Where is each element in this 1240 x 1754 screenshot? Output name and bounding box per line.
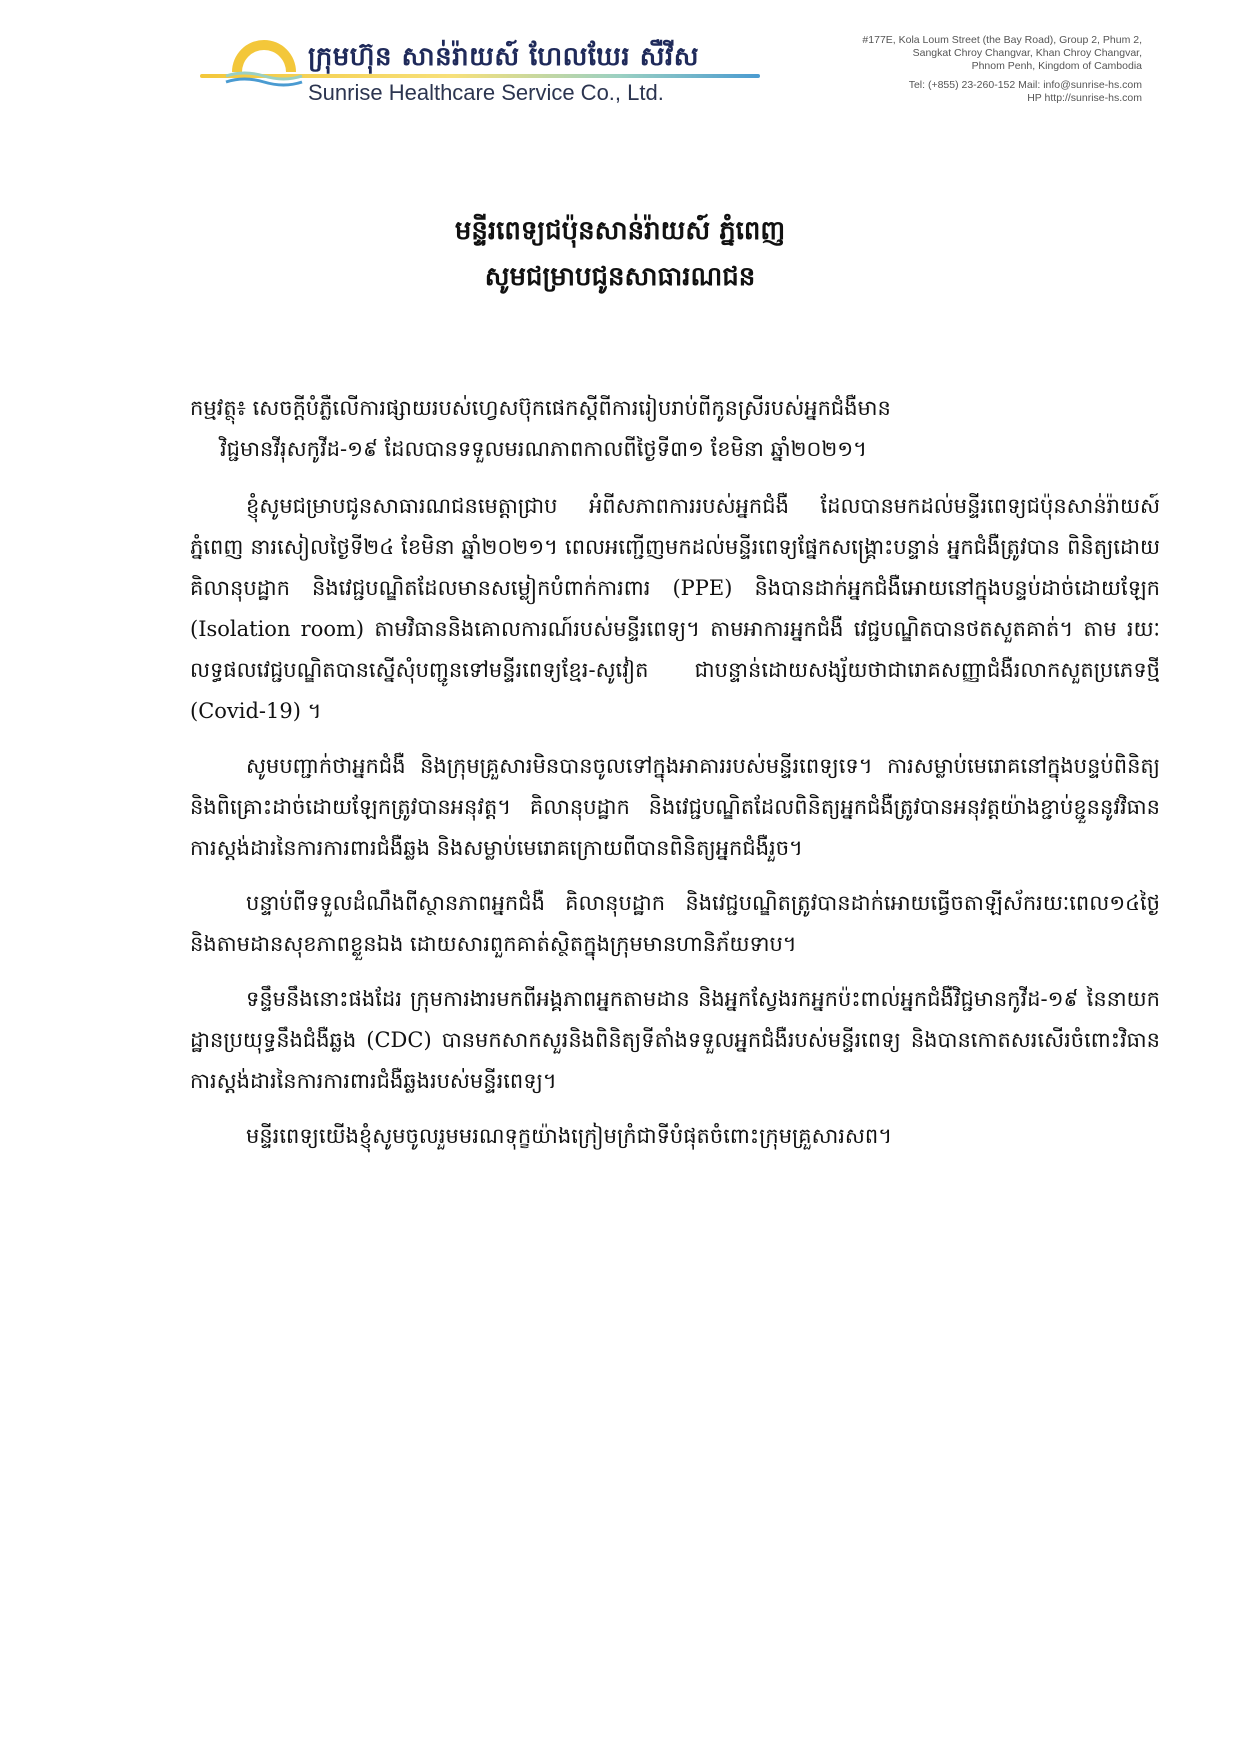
subject-line-1: សេចក្តីបំភ្លឺលើការផ្សាយរបស់ហ្វេសប៊ុកផេកស្តីពីការរៀបរាប់ពីកូនស្រីរបស់អ្នកជំងឺមាន <box>252 396 891 420</box>
company-name-khmer: ក្រុមហ៊ុន សាន់រ៉ាយស៍ ហែលឃែរ សឺវីស <box>308 42 699 72</box>
address-line-2: Sangkat Chroy Changvar, Khan Chroy Changvar, <box>912 47 1142 59</box>
contact-block <box>802 34 1142 105</box>
title-line-1: មន្ទីរពេទ្យជប៉ុនសាន់រ៉ាយស៍ ភ្នំពេញ <box>454 216 786 246</box>
title-line-2: សូមជម្រាបជូនសាធារណជន <box>484 262 756 292</box>
address-line-1: #177E, Kola Loum Street (the Bay Road), Group 2, Phum 2, <box>862 34 1142 46</box>
homepage-line: HP http://sunrise-hs.com <box>1027 92 1142 104</box>
subject-block <box>190 388 1160 470</box>
paragraph-4: ទន្ទឹមនឹងនោះផងដែរ ក្រុមការងារមកពីអង្គភាពអ្នកតាមដាន និងអ្នកស្វែងរកអ្នកប៉ះពាល់អ្នកជំងឺវិជ្ជមានកូវីដ-១៩ នៃនាយកដ្ឋានប្រយុទ្ធនឹងជំងឺឆ្លង (CDC) បានមកសាកសួរនិងពិនិត្យទីតាំងទទួលអ្នកជំងឺរបស់មន្ទីរពេទ្យ និងបានកោតសរសើរចំពោះវិធានការស្តង់ដារនៃការការពារជំងឺឆ្លងរបស់មន្ទីរពេទ្យ។ <box>190 987 1160 1093</box>
letter-body <box>190 388 1160 1171</box>
tel-mail-line: Tel: (+855) 23-260-152 Mail: info@sunrise-hs.com <box>908 79 1142 91</box>
letterhead <box>200 28 1160 108</box>
sunrise-logo-icon <box>224 34 304 90</box>
subject-label: កម្មវត្ថុ៖ <box>190 396 246 420</box>
paragraph-5: មន្ទីរពេទ្យយើងខ្ញុំសូមចូលរួមមរណទុក្ខយ៉ាងក្រៀមក្រំជាទីបំផុតចំពោះក្រុមគ្រួសារសព។ <box>246 1124 893 1148</box>
paragraph-2: សូមបញ្ជាក់ថាអ្នកជំងឺ និងក្រុមគ្រួសារមិនបានចូលទៅក្នុងអាគាររបស់មន្ទីរពេទ្យទេ។ ការសម្លាប់មេរោគនៅក្នុងបន្ទប់ពិនិត្យ និងពិគ្រោះដាច់ដោយឡែកត្រូវបានអនុវត្ត។ គិលានុបដ្ឋាក និងវេជ្ជបណ្ឌិតដែលពិនិត្យអ្នកជំងឺត្រូវបានអនុវត្តយ៉ាងខ្ជាប់ខ្ជួននូវវិធានការស្តង់ដារនៃការការពារជំងឺឆ្លង និងសម្លាប់មេរោគក្រោយពីបានពិនិត្យអ្នកជំងឺរួច។ <box>190 754 1160 860</box>
paragraph-3: បន្ទាប់ពីទទួលដំណឹងពីស្ថានភាពអ្នកជំងឺ គិលានុបដ្ឋាក និងវេជ្ជបណ្ឌិតត្រូវបានដាក់អោយធ្វើចតាឡីស័ករយៈពេល១៤ថ្ងៃ និងតាមដានសុខភាពខ្លួនឯង ដោយសារពួកគាត់ស្ថិតក្នុងក្រុមមានហានិភ័យទាប។ <box>190 891 1160 956</box>
announcement-title <box>0 208 1240 300</box>
address-line-3: Phnom Penh, Kingdom of Cambodia <box>971 60 1142 72</box>
subject-line-2: វិជ្ជមានវីរុសកូវីដ-១៩ ដែលបានទទួលមរណភាពកាលពីថ្ងៃទី៣១ ខែមិនា ឆ្នាំ២០២១។ <box>220 437 867 461</box>
paragraph-1: ខ្ញុំសូមជម្រាបជូនសាធារណជនមេត្តាជ្រាប អំពីសភាពការរបស់អ្នកជំងឺ ដែលបានមកដល់មន្ទីរពេទ្យជប៉ុនសាន់រ៉ាយស៍ ភ្នំពេញ នារសៀលថ្ងៃទី២៤ ខែមិនា ឆ្នាំ២០២១។ ពេលអញ្ជើញមកដល់មន្ទីរពេទ្យផ្នែកសង្គ្រោះបន្ទាន់ អ្នកជំងឺត្រូវបាន ពិនិត្យដោយគិលានុបដ្ឋាក និងវេជ្ជបណ្ឌិតដែលមានសម្លៀកបំពាក់ការពារ (PPE) និងបានដាក់អ្នកជំងឺអោយនៅក្នុងបន្ទប់ដាច់ដោយឡែក (Isolation room) តាមវិធាននិងគោលការណ៍របស់មន្ទីរពេទ្យ។ តាមអាការអ្នកជំងឺ វេជ្ជបណ្ឌិតបានថតសួតគាត់។ តាម រយៈលទ្ធផលវេជ្ជបណ្ឌិតបានស្នើសុំបញ្ជូនទៅមន្ទីរពេទ្យខ្មែរ-សូវៀត ជាបន្ទាន់ដោយសង្ស័យថាជារោគសញ្ញាជំងឺរលាកសួតប្រភេទថ្មី (Covid-19) ។ <box>190 494 1160 723</box>
company-name-english: Sunrise Healthcare Service Co., Ltd. <box>308 80 664 105</box>
